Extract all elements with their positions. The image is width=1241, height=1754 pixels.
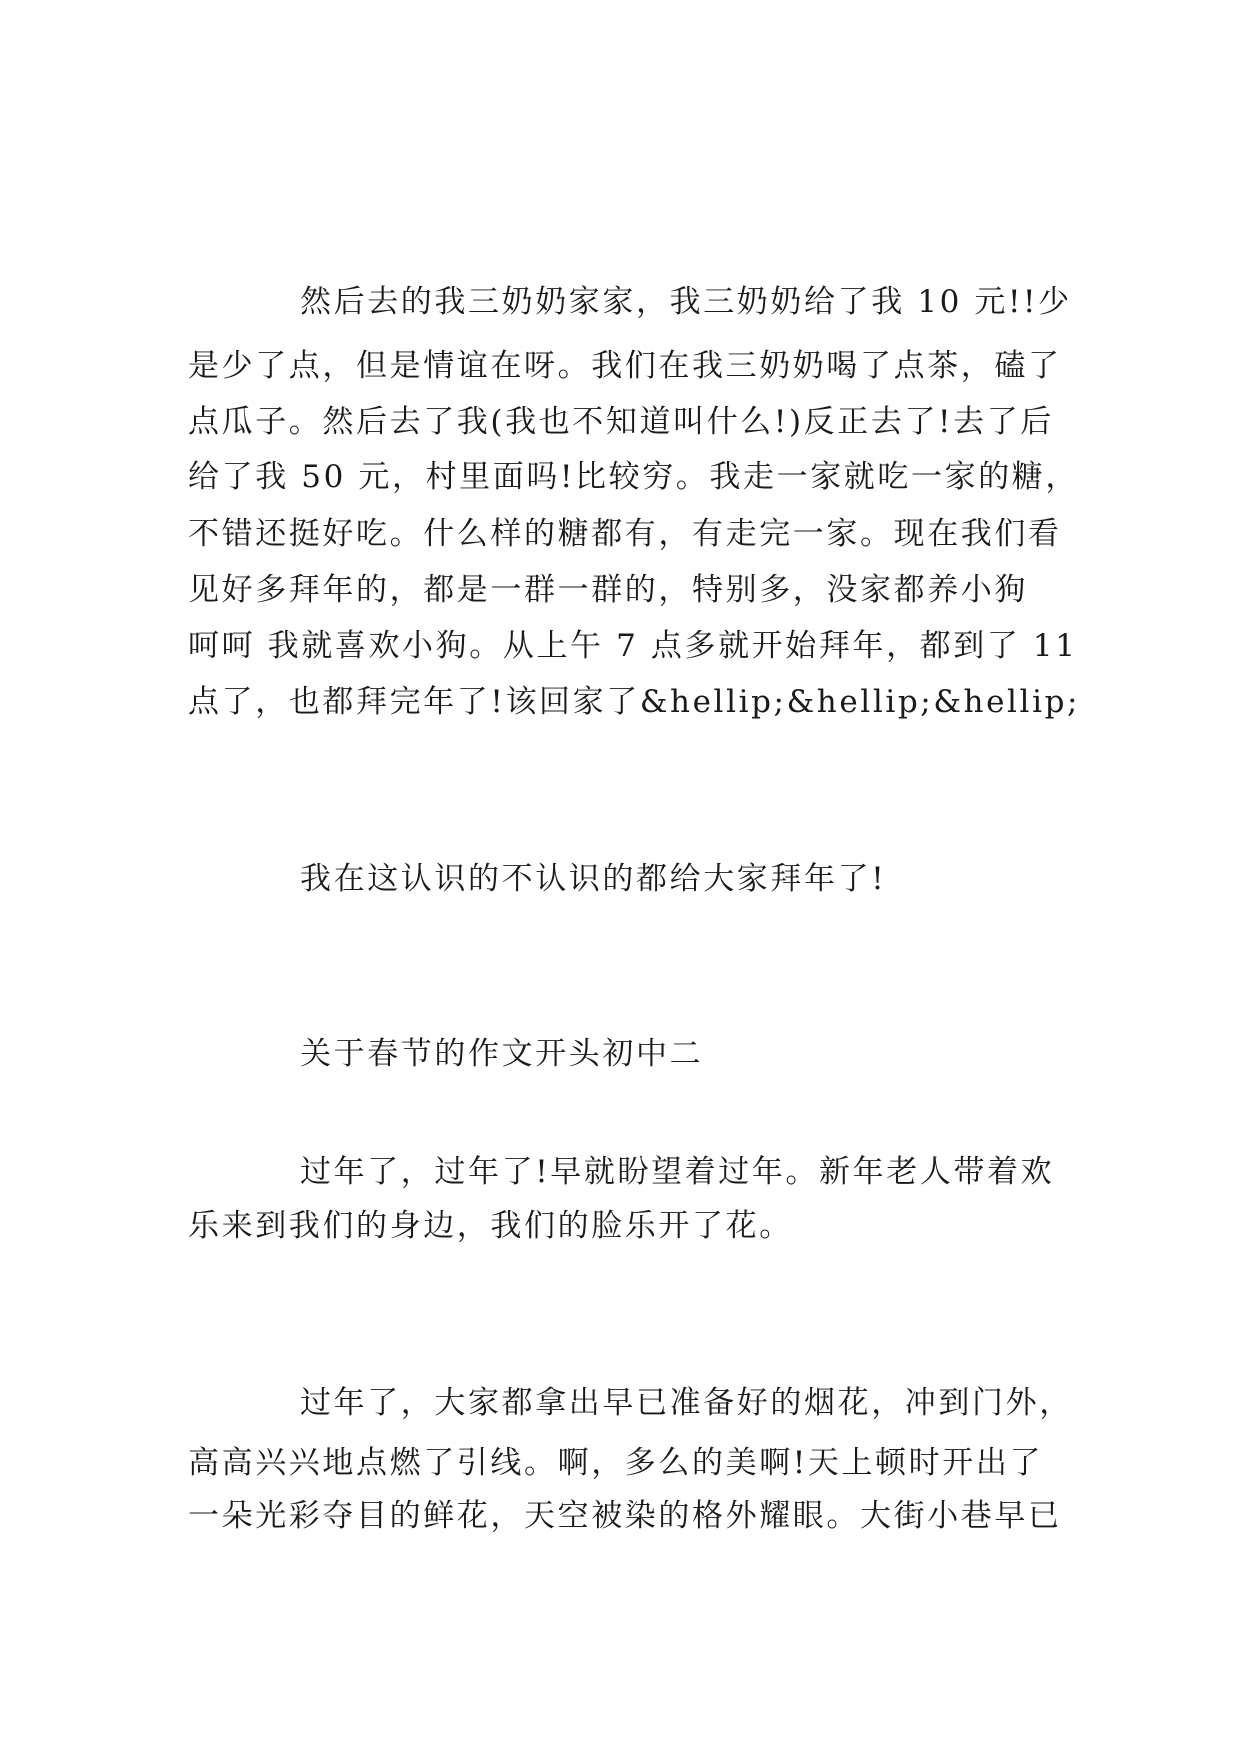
paragraph-1-line-6: 见好多拜年的，都是一群一群的，特别多，没家都养小狗 [188,572,1028,608]
paragraph-1-line-1: 然后去的我三奶奶家家，我三奶奶给了我 10 元!!少 [300,284,1072,320]
paragraph-1-line-4: 给了我 50 元，村里面吗!比较穷。我走一家就吃一家的糖， [188,459,1080,495]
paragraph-3-line-1: 过年了，过年了!早就盼望着过年。新年老人带着欢 [300,1154,1055,1190]
paragraph-1-line-8: 点了，也都拜完年了!该回家了&hellip;&hellip;&hellip; [188,684,1081,720]
paragraph-4-line-2: 高高兴兴地点燃了引线。啊，多么的美啊!天上顿时开出了 [188,1445,1044,1481]
paragraph-1-line-7: 呵呵 我就喜欢小狗。从上午 7 点多就开始拜年，都到了 11 [188,628,1078,664]
paragraph-4-line-1: 过年了，大家都拿出早已准备好的烟花，冲到门外， [300,1385,1073,1421]
section-heading: 关于春节的作文开头初中二 [300,1036,704,1072]
paragraph-1-line-3: 点瓜子。然后去了我(我也不知道叫什么!)反正去了!去了后 [188,404,1054,440]
paragraph-3-line-2: 乐来到我们的身边，我们的脸乐开了花。 [188,1208,793,1244]
paragraph-1-line-5: 不错还挺好吃。什么样的糖都有，有走完一家。现在我们看 [188,516,1062,552]
paragraph-4-line-3: 一朵光彩夺目的鲜花，天空被染的格外耀眼。大街小巷早已 [188,1498,1062,1534]
paragraph-1-line-2: 是少了点，但是情谊在呀。我们在我三奶奶喝了点茶，磕了 [188,348,1062,384]
paragraph-2-line-1: 我在这认识的不认识的都给大家拜年了! [300,861,887,897]
